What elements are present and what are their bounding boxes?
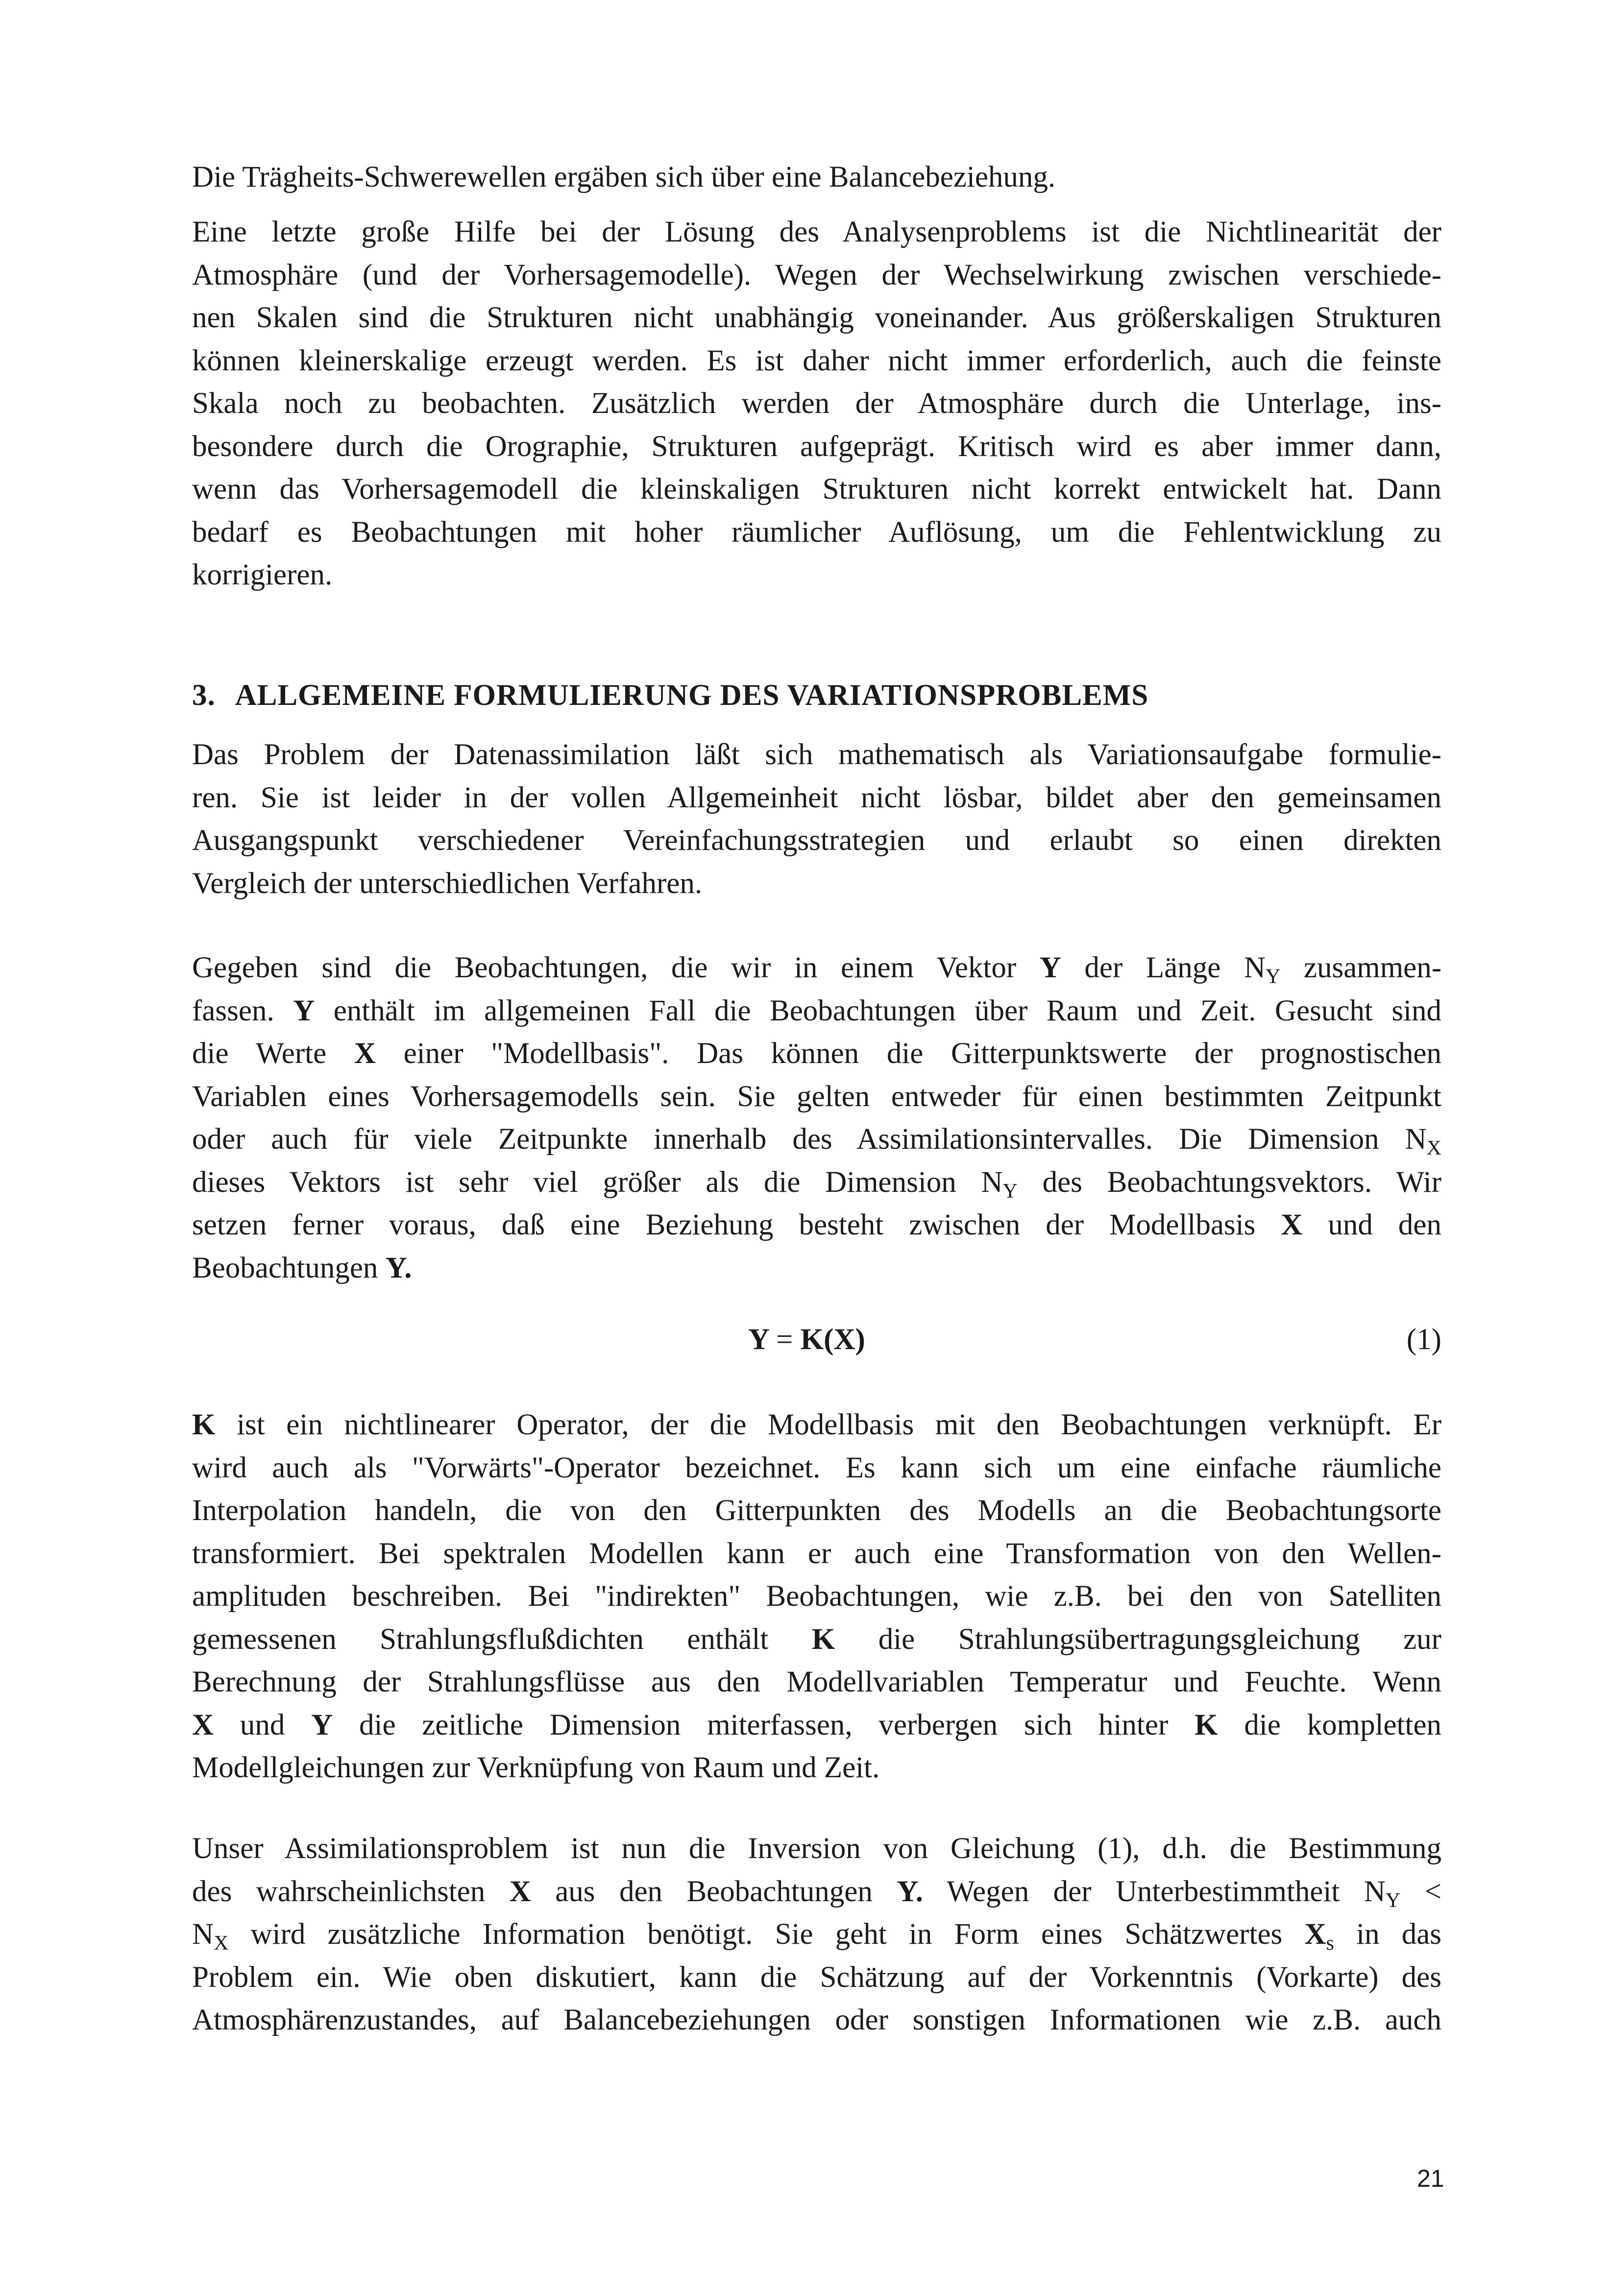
equation-1	[192, 1323, 1441, 1367]
text-line: Modellgleichungen zur Verknüpfung von Raum und Zeit.	[192, 1751, 880, 1784]
text-line: des wahrscheinlichsten X aus den Beobachtungen Y. Wegen der Unterbestimmtheit $N_Y$ <	[192, 1875, 1442, 1912]
section-title: ALLGEMEINE FORMULIERUNG DES VARIATIONSPROBLEMS	[235, 679, 1149, 712]
text-line: Das Problem der Datenassimilation läßt sich mathematisch als Variationsaufgabe formulie-	[192, 738, 1441, 771]
text-line: bedarf es Beobachtungen mit hoher räumlicher Auflösung, um die Fehlentwicklung zu	[192, 515, 1441, 549]
text-line: setzen ferner voraus, daß eine Beziehung besteht zwischen der Modellbasis X und den	[192, 1208, 1442, 1241]
equation-formula: Y = K(X)	[748, 1323, 865, 1356]
text-line: wenn das Vorhersagemodell die kleinskaligen Strukturen nicht korrekt entwickelt hat. Dann	[192, 473, 1441, 506]
text-line: Unser Assimilationsproblem ist nun die Inversion von Gleichung (1), d.h. die Bestimmung	[192, 1832, 1441, 1865]
text-line: fassen. Y enthält im allgemeinen Fall die Beobachtungen über Raum und Zeit. Gesucht sind	[192, 994, 1442, 1027]
text-line: Skala noch zu beobachten. Zusätzlich werden der Atmosphäre durch die Unterlage, ins-	[192, 387, 1441, 420]
text-line: K ist ein nichtlinearer Operator, der die Modellbasis mit den Beobachtungen verknüpft. Er	[192, 1408, 1442, 1441]
text-line: X und Y die zeitliche Dimension miterfassen, verbergen sich hinter K die kompletten	[192, 1708, 1442, 1741]
text-line: korrigieren.	[192, 558, 333, 591]
text-line: transformiert. Bei spektralen Modellen kann er auch eine Transformation von den Wellen-	[192, 1537, 1441, 1570]
paragraph-operator	[192, 1403, 1441, 1789]
text-line: ren. Sie ist leider in der vollen Allgemeinheit nicht lösbar, bildet aber den gemeinsamen	[192, 781, 1441, 814]
text-line: nen Skalen sind die Strukturen nicht unabhängig voneinander. Aus größerskaligen Strukturen	[192, 301, 1441, 334]
text-line: Ausgangspunkt verschiedener Vereinfachungsstrategien und erlaubt so einen direkten	[192, 824, 1441, 857]
text-line: besondere durch die Orographie, Strukturen aufgeprägt. Kritisch wird es aber immer dann,	[192, 430, 1441, 463]
text-line: Variablen eines Vorhersagemodells sein. Sie gelten entweder für einen bestimmten Zeitpunkt	[192, 1080, 1441, 1113]
text-line: amplituden beschreiben. Bei "indirekten" Beobachtungen, wie z.B. bei den von Satelliten	[192, 1580, 1441, 1613]
paragraph-balance	[192, 156, 1441, 199]
text-line: Atmosphäre (und der Vorhersagemodelle). Wegen der Wechselwirkung zwischen verschiede-	[192, 258, 1441, 291]
page-number: 21	[1417, 2165, 1444, 2192]
text-line: die Werte X einer "Modellbasis". Das können die Gitterpunktswerte der prognostischen	[192, 1037, 1442, 1070]
text-line: Interpolation handeln, die von den Gitterpunkten des Modells an die Beobachtungsorte	[192, 1494, 1441, 1527]
text-line: Gegeben sind die Beobachtungen, die wir in einem Vektor Y der Länge $N_Y$ zusammen-	[192, 951, 1442, 988]
paragraph-nonlinearity	[192, 211, 1441, 597]
text-line: oder auch für viele Zeitpunkte innerhalb des Assimilationsintervalles. Die Dimension $N_X$	[192, 1123, 1441, 1160]
paragraph-variational	[192, 733, 1441, 905]
text-line: Atmosphärenzustandes, auf Balancebeziehungen oder sonstigen Informationen wie z.B. auch	[192, 2004, 1441, 2036]
text-line: wird auch als "Vorwärts"-Operator bezeichnet. Es kann sich um eine einfache räumliche	[192, 1451, 1441, 1484]
text-line: Eine letzte große Hilfe bei der Lösung des Analysenproblems ist die Nichtlinearität der	[192, 216, 1441, 248]
text-line: Beobachtungen Y.	[192, 1251, 412, 1284]
section-heading	[192, 678, 1441, 713]
text-line: Problem ein. Wie oben diskutiert, kann die Schätzung auf der Vorkenntnis (Vorkarte) des	[192, 1960, 1441, 1994]
text-line: Vergleich der unterschiedlichen Verfahren.	[192, 867, 703, 900]
text-line: Die Trägheits-Schwerewellen ergäben sich über eine Balancebeziehung.	[192, 161, 1056, 193]
text-line: können kleinerskalige erzeugt werden. Es ist daher nicht immer erforderlich, auch die feinste	[192, 344, 1441, 377]
text-line: gemessenen Strahlungsflußdichten enthält K die Strahlungsübertragungsgleichung zur	[192, 1622, 1441, 1656]
equation-number: (1)	[1406, 1323, 1441, 1356]
paragraph-observations	[192, 946, 1441, 1289]
text-line: dieses Vektors ist sehr viel größer als die Dimension $N_Y$ des Beobachtungsvektors. Wir	[192, 1165, 1442, 1203]
section-number: 3.	[192, 679, 216, 712]
text-line: Berechnung der Strahlungsflüsse aus den Modellvariablen Temperatur und Feuchte. Wenn	[192, 1666, 1441, 1698]
text-line: $N_X$ wird zusätzliche Information benötigt. Sie geht in Form eines Schätzwertes $X_s$ in das	[192, 1918, 1442, 1955]
paragraph-inversion	[192, 1827, 1441, 2042]
